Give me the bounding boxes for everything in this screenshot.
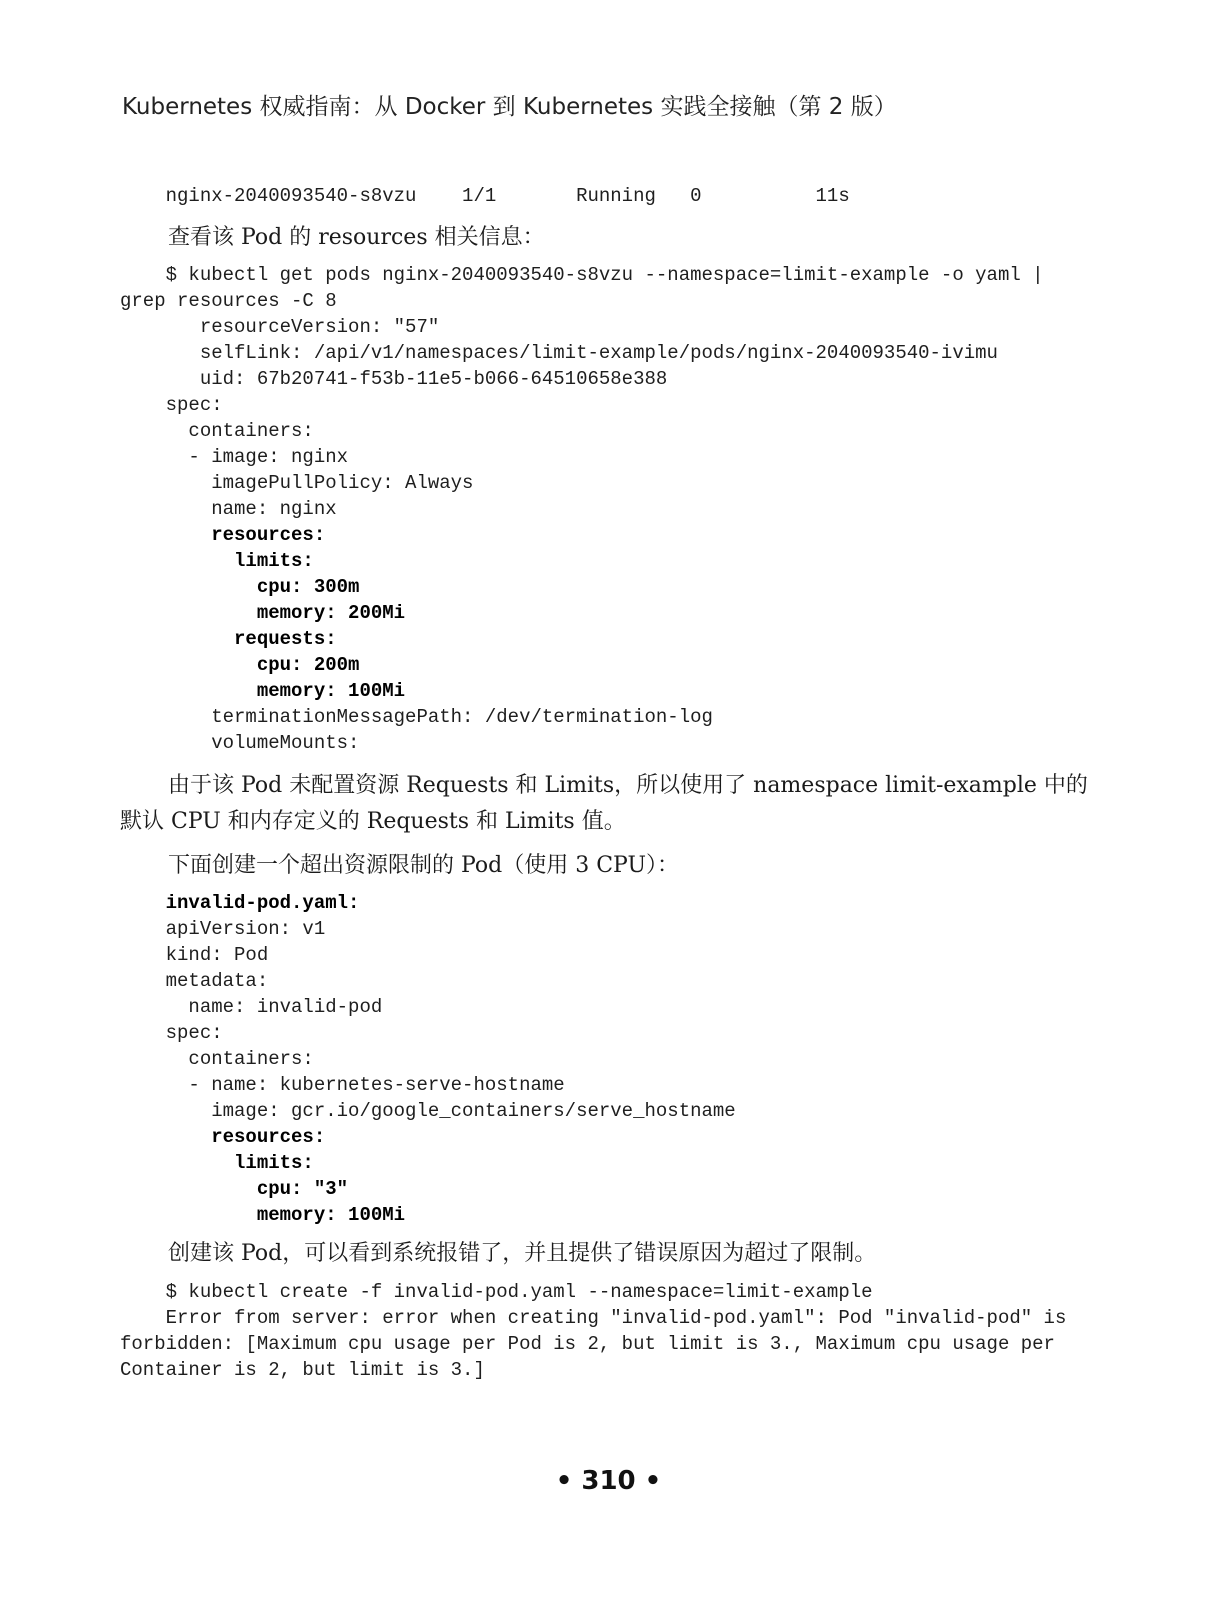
paragraph-create-over-limit: 下面创建一个超出资源限制的 Pod（使用 3 CPU）：	[168, 853, 680, 878]
code-bold-text: resources:	[120, 1126, 326, 1148]
code-line-bold	[120, 626, 1044, 652]
running-header: Kubernetes 权威指南：从 Docker 到 Kubernetes 实践全接触（第 2 版）	[122, 94, 897, 120]
code-line: $ kubectl get pods nginx-2040093540-s8vzu --namespace=limit-example -o yaml |	[120, 264, 1044, 286]
code-line-bold	[120, 1176, 736, 1202]
code-line-bold	[120, 1202, 736, 1228]
code-bold-text: requests:	[120, 628, 337, 650]
code-line: grep resources -C 8	[120, 290, 337, 312]
code-line: spec:	[120, 394, 223, 416]
code-line-bold	[120, 522, 1044, 548]
code-line: Error from server: error when creating "invalid-pod.yaml": Pod "invalid-pod" is	[120, 1307, 1067, 1329]
code-bold-text: invalid-pod.yaml:	[120, 892, 360, 914]
code-line-bold	[120, 548, 1044, 574]
code-line: kind: Pod	[120, 944, 269, 966]
code-line: nginx-2040093540-s8vzu 1/1 Running 0 11s	[120, 185, 850, 207]
code-line: image: gcr.io/google_containers/serve_hostname	[120, 1100, 736, 1122]
code-line-bold	[120, 600, 1044, 626]
code-line: selfLink: /api/v1/namespaces/limit-example/pods/nginx-2040093540-ivimu	[120, 342, 998, 364]
code-line-bold	[120, 574, 1044, 600]
code-bold-text: memory: 200Mi	[120, 602, 406, 624]
code-line: $ kubectl create -f invalid-pod.yaml --namespace=limit-example	[120, 1281, 873, 1303]
code-line-bold	[120, 652, 1044, 678]
code-bold-text: memory: 100Mi	[120, 680, 406, 702]
code-line: terminationMessagePath: /dev/termination-log	[120, 706, 713, 728]
code-line: volumeMounts:	[120, 732, 360, 754]
code-bold-text: cpu: 200m	[120, 654, 360, 676]
code-block-invalid-pod-yaml	[120, 890, 736, 1228]
code-line: metadata:	[120, 970, 269, 992]
page-number: • 310 •	[555, 1466, 662, 1496]
code-line-bold	[120, 1124, 736, 1150]
code-line: containers:	[120, 420, 314, 442]
code-line-bold	[120, 1150, 736, 1176]
code-bold-text: cpu: 300m	[120, 576, 360, 598]
paragraph-error-explained: 创建该 Pod，可以看到系统报错了，并且提供了错误原因为超过了限制。	[168, 1241, 877, 1266]
code-line: apiVersion: v1	[120, 918, 326, 940]
code-line: name: invalid-pod	[120, 996, 383, 1018]
paragraph-view-resources: 查看该 Pod 的 resources 相关信息：	[168, 225, 545, 250]
code-line: uid: 67b20741-f53b-11e5-b066-64510658e388	[120, 368, 668, 390]
code-block-pod-list	[120, 183, 850, 209]
code-line: spec:	[120, 1022, 223, 1044]
code-bold-text: resources:	[120, 524, 326, 546]
code-line: Container is 2, but limit is 3.]	[120, 1359, 485, 1381]
code-line: name: nginx	[120, 498, 337, 520]
code-line-bold	[120, 890, 736, 916]
paragraph-default-limits: 由于该 Pod 未配置资源 Requests 和 Limits，所以使用了 namespace limit-example 中的默认 CPU 和内存定义的 Requests 和 Limits 值。	[120, 773, 1088, 834]
code-block-get-pod-yaml	[120, 262, 1044, 756]
code-bold-text: memory: 100Mi	[120, 1204, 406, 1226]
code-bold-text: limits:	[120, 550, 314, 572]
code-line-bold	[120, 678, 1044, 704]
code-line: imagePullPolicy: Always	[120, 472, 474, 494]
code-bold-text: cpu: "3"	[120, 1178, 349, 1200]
code-bold-text: limits:	[120, 1152, 314, 1174]
code-line: containers:	[120, 1048, 314, 1070]
code-line: - name: kubernetes-serve-hostname	[120, 1074, 565, 1096]
code-line: - image: nginx	[120, 446, 349, 468]
code-line: resourceVersion: "57"	[120, 316, 440, 338]
code-line: forbidden: [Maximum cpu usage per Pod is 2, but limit is 3., Maximum cpu usage per	[120, 1333, 1055, 1355]
code-block-create-error	[120, 1279, 1066, 1383]
